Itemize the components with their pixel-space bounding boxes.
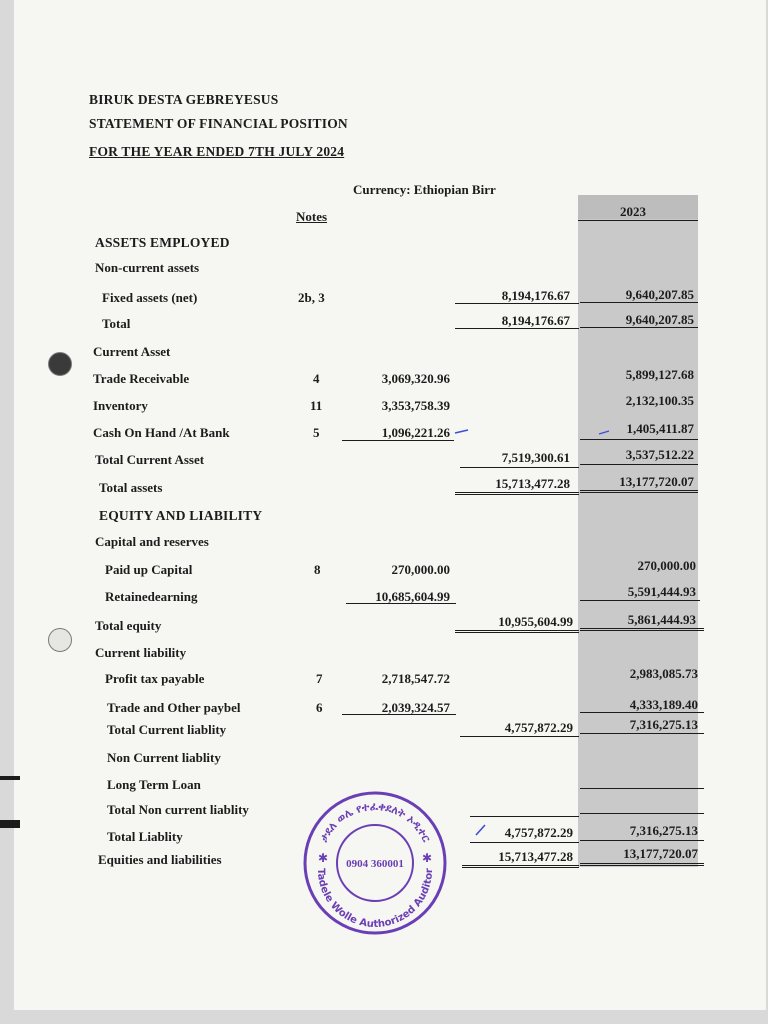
total-current-liability: 4,757,872.29 xyxy=(504,720,573,735)
y2023-total-equity: 5,861,444.93 xyxy=(627,612,696,627)
y2023-inventory: 2,132,100.35 xyxy=(625,393,694,408)
label-total-equity: Total equity xyxy=(95,618,162,633)
y2023-total-current-liability: 7,316,275.13 xyxy=(629,717,698,732)
punch-hole xyxy=(48,352,72,376)
y2023-underline xyxy=(580,439,698,440)
statement-title: STATEMENT OF FINANCIAL POSITION xyxy=(89,116,348,131)
stamp-center-text: 0904 360001 xyxy=(346,858,404,870)
y2023-underline xyxy=(580,733,704,734)
y2023-total-assets: 13,177,720.07 xyxy=(619,474,694,489)
note-trade-other: 6 xyxy=(316,700,323,715)
header-underline xyxy=(578,220,698,221)
label-paid-up-capital: Paid up Capital xyxy=(105,562,193,577)
y2023-underline xyxy=(580,712,704,713)
label-total-current-asset: Total Current Asset xyxy=(95,452,205,467)
total-current-asset: 7,519,300.61 xyxy=(501,450,570,465)
currency-label: Currency: Ethiopian Birr xyxy=(353,182,496,197)
label-total-current-liability: Total Current liablity xyxy=(107,722,227,737)
total-underline xyxy=(455,328,579,329)
stamp-top-text: ታደለ ወሌ የተፈቀደለት ኦዲተር xyxy=(317,799,434,844)
total-assets: 15,713,477.28 xyxy=(495,476,570,491)
section-equity-liability: EQUITY AND LIABILITY xyxy=(99,508,263,523)
note-trade-receivable: 4 xyxy=(313,371,320,386)
label-current-asset: Current Asset xyxy=(93,344,171,359)
detail-underline xyxy=(346,603,456,604)
total-double-underline xyxy=(455,630,579,633)
note-cash: 5 xyxy=(313,425,320,440)
notes-header: Notes xyxy=(296,209,328,224)
auditor-stamp xyxy=(302,790,448,936)
label-total-liability: Total Liablity xyxy=(107,829,183,844)
label-long-term-loan: Long Term Loan xyxy=(107,777,201,792)
detail-cash: 1,096,221.26 xyxy=(381,425,450,440)
section-assets-employed: ASSETS EMPLOYED xyxy=(95,235,230,250)
y2023-double-underline xyxy=(580,490,698,493)
y2023-retained-earning: 5,591,444.93 xyxy=(627,584,696,599)
y2023-cash: 1,405,411.87 xyxy=(626,421,694,436)
total-liability: 4,757,872.29 xyxy=(504,825,573,840)
y2023-underline xyxy=(580,302,698,303)
label-total-non-current: Total Non current liablity xyxy=(107,802,249,817)
label-total-assets: Total assets xyxy=(99,480,163,495)
note-inventory: 11 xyxy=(310,398,323,413)
binding-mark xyxy=(0,776,20,780)
period-title: FOR THE YEAR ENDED 7TH JULY 2024 xyxy=(89,144,345,159)
label-trade-other: Trade and Other paybel xyxy=(107,700,241,715)
label-inventory: Inventory xyxy=(93,398,148,413)
label-equities-liabilities: Equities and liabilities xyxy=(98,852,222,867)
detail-underline xyxy=(342,714,456,715)
y2023-underline xyxy=(580,840,704,841)
total-double-underline xyxy=(462,865,579,868)
label-non-current-liability: Non Current liablity xyxy=(107,750,221,765)
y2023-profit-tax: 2,983,085.73 xyxy=(629,666,698,681)
total-equities-liabilities: 15,713,477.28 xyxy=(498,849,573,864)
stamp-bottom-text: Tadele Wolle Authorized Auditor xyxy=(314,868,436,931)
total-equity: 10,955,604.99 xyxy=(498,614,573,629)
label-capital-reserves: Capital and reserves xyxy=(95,534,209,549)
label-cash: Cash On Hand /At Bank xyxy=(93,425,230,440)
company-name: BIRUK DESTA GEBREYESUS xyxy=(89,92,279,107)
note-profit-tax: 7 xyxy=(316,671,323,686)
y2023-trade-receivable: 5,899,127.68 xyxy=(625,367,694,382)
y2023-total-current-asset: 3,537,512.22 xyxy=(625,447,694,462)
pen-tick-mark xyxy=(597,424,613,438)
y2023-total-liability: 7,316,275.13 xyxy=(629,823,698,838)
y2023-fixed-assets: 9,640,207.85 xyxy=(625,287,694,302)
detail-retained-earning: 10,685,604.99 xyxy=(375,589,450,604)
total-fixed-assets: 8,194,176.67 xyxy=(501,288,570,303)
stamp-star-icon: ✱ xyxy=(318,851,329,865)
total-nca: 8,194,176.67 xyxy=(501,313,570,328)
detail-inventory: 3,353,758.39 xyxy=(381,398,450,413)
label-non-current-assets: Non-current assets xyxy=(95,260,200,275)
y2023-double-underline xyxy=(580,863,704,866)
note-paid-up-capital: 8 xyxy=(314,562,321,577)
y2023-underline xyxy=(580,327,698,328)
year-2023-header: 2023 xyxy=(620,204,646,219)
y2023-paid-up-capital: 270,000.00 xyxy=(637,558,696,573)
label-trade-receivable: Trade Receivable xyxy=(93,371,190,386)
total-underline xyxy=(470,842,579,843)
total-underline xyxy=(460,467,579,468)
punch-hole xyxy=(48,628,72,652)
y2023-underline xyxy=(580,600,700,601)
y2023-underline xyxy=(580,788,704,789)
label-profit-tax: Profit tax payable xyxy=(105,671,205,686)
label-retained-earning: Retainedearning xyxy=(105,589,198,604)
label-fixed-assets: Fixed assets (net) xyxy=(102,290,198,305)
y2023-equities-liabilities: 13,177,720.07 xyxy=(623,846,698,861)
note-fixed-assets: 2b, 3 xyxy=(298,290,325,305)
detail-trade-receivable: 3,069,320.96 xyxy=(381,371,450,386)
label-current-liability: Current liability xyxy=(95,645,187,660)
stamp-star-icon: ✱ xyxy=(422,851,433,865)
y2023-trade-other: 4,333,189.40 xyxy=(629,697,698,712)
total-double-underline xyxy=(455,492,579,495)
detail-profit-tax: 2,718,547.72 xyxy=(381,671,450,686)
detail-paid-up-capital: 270,000.00 xyxy=(391,562,450,577)
pen-tick-mark xyxy=(452,424,472,438)
total-underline xyxy=(460,736,579,737)
y2023-underline xyxy=(580,813,704,814)
total-underline xyxy=(470,816,579,817)
label-nca-total: Total xyxy=(102,316,131,331)
y2023-nca-total: 9,640,207.85 xyxy=(625,312,694,327)
y2023-underline xyxy=(580,464,698,465)
binding-mark xyxy=(0,820,20,828)
detail-trade-other: 2,039,324.57 xyxy=(381,700,450,715)
detail-underline xyxy=(342,440,454,441)
pen-tick-mark xyxy=(473,822,489,840)
y2023-double-underline xyxy=(580,628,704,631)
